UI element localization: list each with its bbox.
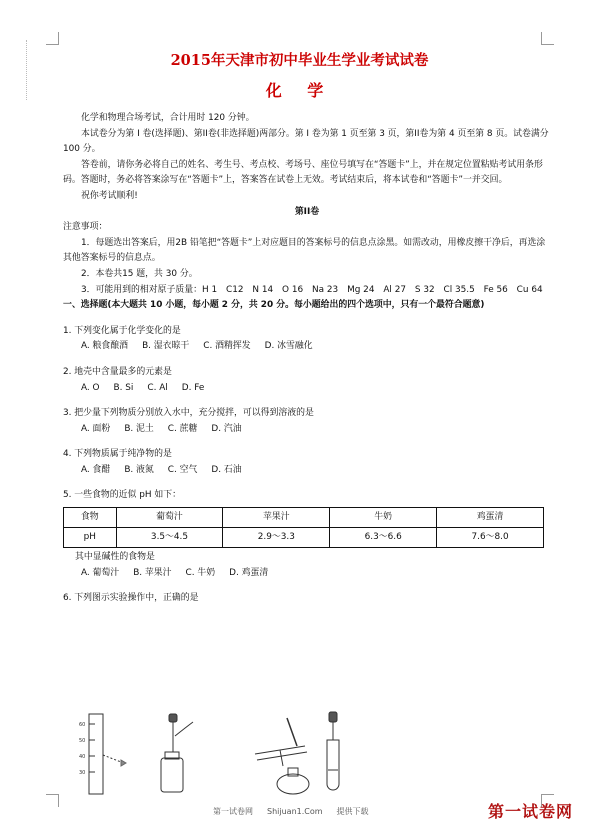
document-title: 2015年天津市初中毕业生学业考试试卷 bbox=[170, 52, 429, 69]
question-options bbox=[63, 566, 551, 582]
cylinder-figure bbox=[89, 714, 126, 794]
lab-figures bbox=[75, 710, 375, 798]
tick-label: 40 bbox=[79, 754, 86, 760]
site-logo: 第一试卷网 bbox=[488, 802, 574, 821]
question-stem: 3. 把少量下列物质分别放入水中，充分搅拌，可以得到溶液的是 bbox=[63, 408, 314, 419]
document-body bbox=[63, 111, 551, 607]
table-cell: 食物 bbox=[64, 508, 117, 528]
option: D. 汽油 bbox=[211, 423, 242, 434]
section-heading: 第II卷 bbox=[294, 206, 320, 217]
tick-label: 50 bbox=[79, 738, 86, 744]
question-2 bbox=[63, 365, 551, 396]
table-cell: 牛奶 bbox=[330, 508, 437, 528]
option: C. 空气 bbox=[167, 464, 198, 475]
ph-table bbox=[63, 507, 544, 548]
tick-label: 30 bbox=[79, 770, 86, 776]
question-options bbox=[63, 381, 551, 397]
table-cell: 6.3～6.6 bbox=[330, 528, 437, 548]
question-stem: 4. 下列物质属于纯净物的是 bbox=[63, 449, 172, 460]
question-6 bbox=[63, 591, 551, 607]
table-cell: 3.5～4.5 bbox=[116, 528, 223, 548]
subject-title: 化 学 bbox=[265, 81, 334, 100]
footer-site-name: 第一试卷网 bbox=[213, 807, 253, 816]
option: B. 湿衣晾干 bbox=[142, 341, 190, 352]
page-footer bbox=[213, 806, 383, 817]
option: C. 蔗糖 bbox=[167, 423, 198, 434]
option: D. 石油 bbox=[211, 464, 242, 475]
option: B. 泥土 bbox=[124, 423, 154, 434]
table-cell: 鸡蛋清 bbox=[437, 508, 544, 528]
table-cell: 苹果汁 bbox=[223, 508, 330, 528]
question-stem: 2. 地壳中含量最多的元素是 bbox=[63, 366, 172, 377]
table-row bbox=[64, 508, 544, 528]
question-options bbox=[63, 463, 551, 479]
note-item: 1．每题选出答案后，用2B 铅笔把“答题卡”上对应题目的答案标号的信息点涂黑。如需改动，用橡皮擦干净后，再选涂其他答案标号的信息点。 bbox=[63, 237, 546, 264]
table-cell: 7.6～8.0 bbox=[437, 528, 544, 548]
note-item: 2．本卷共15 题，共 30 分。 bbox=[81, 268, 198, 279]
option: A. 面粉 bbox=[81, 423, 111, 434]
question-stem: 6. 下列图示实验操作中，正确的是 bbox=[63, 593, 199, 604]
option: D. Fe bbox=[181, 382, 205, 393]
option: A. O bbox=[81, 382, 100, 393]
note-item: 3．可能用到的相对原子质量：H 1 C12 N 14 O 16 Na 23 Mg 24 Al 27 S 32 Cl 35.5 Fe 56 Cu 64 bbox=[81, 284, 543, 295]
corner-mark bbox=[46, 794, 59, 807]
question-options bbox=[63, 339, 551, 355]
dropper-bottle-figure bbox=[161, 714, 193, 792]
option: B. Si bbox=[113, 382, 134, 393]
test-tube-figure bbox=[327, 712, 339, 790]
question-5 bbox=[63, 488, 551, 581]
option: D. 冰雪融化 bbox=[264, 341, 313, 352]
option: C. 牛奶 bbox=[185, 567, 216, 578]
notes-label: 注意事项： bbox=[63, 222, 108, 233]
question-4 bbox=[63, 447, 551, 478]
corner-mark bbox=[541, 32, 554, 45]
option: C. 酒精挥发 bbox=[203, 341, 251, 352]
part-heading: 一、选择题(本大题共 10 小题，每小题 2 分，共 20 分。每小题给出的四个选项中，只有一个最符合题意) bbox=[63, 300, 485, 311]
intro-line: 本试卷分为第 I 卷(选择题)、第II卷(非选择题)两部分。第 I 卷为第 1 页至第 3 页，第II卷为第 4 页至第 8 页。试卷满分 100 分。 bbox=[63, 128, 549, 155]
footer-site-url: Shijuan1.Com bbox=[267, 807, 323, 816]
option: A. 葡萄汁 bbox=[81, 567, 120, 578]
question-options bbox=[63, 422, 551, 438]
option: A. 粮食酿酒 bbox=[81, 341, 129, 352]
option: B. 液氮 bbox=[124, 464, 154, 475]
tick-label: 60 bbox=[79, 722, 86, 728]
footer-download-text: 提供下载 bbox=[336, 807, 369, 816]
intro-line: 化学和物理合场考试，合计用时 120 分钟。 bbox=[81, 113, 255, 123]
table-cell: 2.9～3.3 bbox=[223, 528, 330, 548]
question-stem: 5. 一些食物的近似 pH 如下： bbox=[63, 490, 181, 501]
intro-line: 答卷前，请你务必将自己的姓名、考生号、考点校、考场号、座位号填写在“答题卡”上，并在规定位置粘贴考试用条形码。答题时，务必将答案涂写在“答题卡”上，答案答在试卷上无效。考试结束后，将本试卷和“答题卡”一并交回。 bbox=[63, 159, 543, 186]
table-cell: 葡萄汁 bbox=[116, 508, 223, 528]
corner-mark bbox=[46, 32, 59, 45]
option: B. 苹果汁 bbox=[133, 567, 172, 578]
question-1 bbox=[63, 324, 551, 355]
option: C. Al bbox=[147, 382, 168, 393]
intro-line: 祝你考试顺利! bbox=[81, 190, 138, 201]
option: A. 食醋 bbox=[81, 464, 111, 475]
alcohol-lamp-figure bbox=[255, 718, 309, 794]
question-followup: 其中显碱性的食物是 bbox=[75, 552, 155, 563]
table-cell: pH bbox=[64, 528, 117, 548]
option: D. 鸡蛋清 bbox=[229, 567, 269, 578]
question-stem: 1. 下列变化属于化学变化的是 bbox=[63, 325, 181, 336]
table-row bbox=[64, 528, 544, 548]
question-3 bbox=[63, 406, 551, 437]
